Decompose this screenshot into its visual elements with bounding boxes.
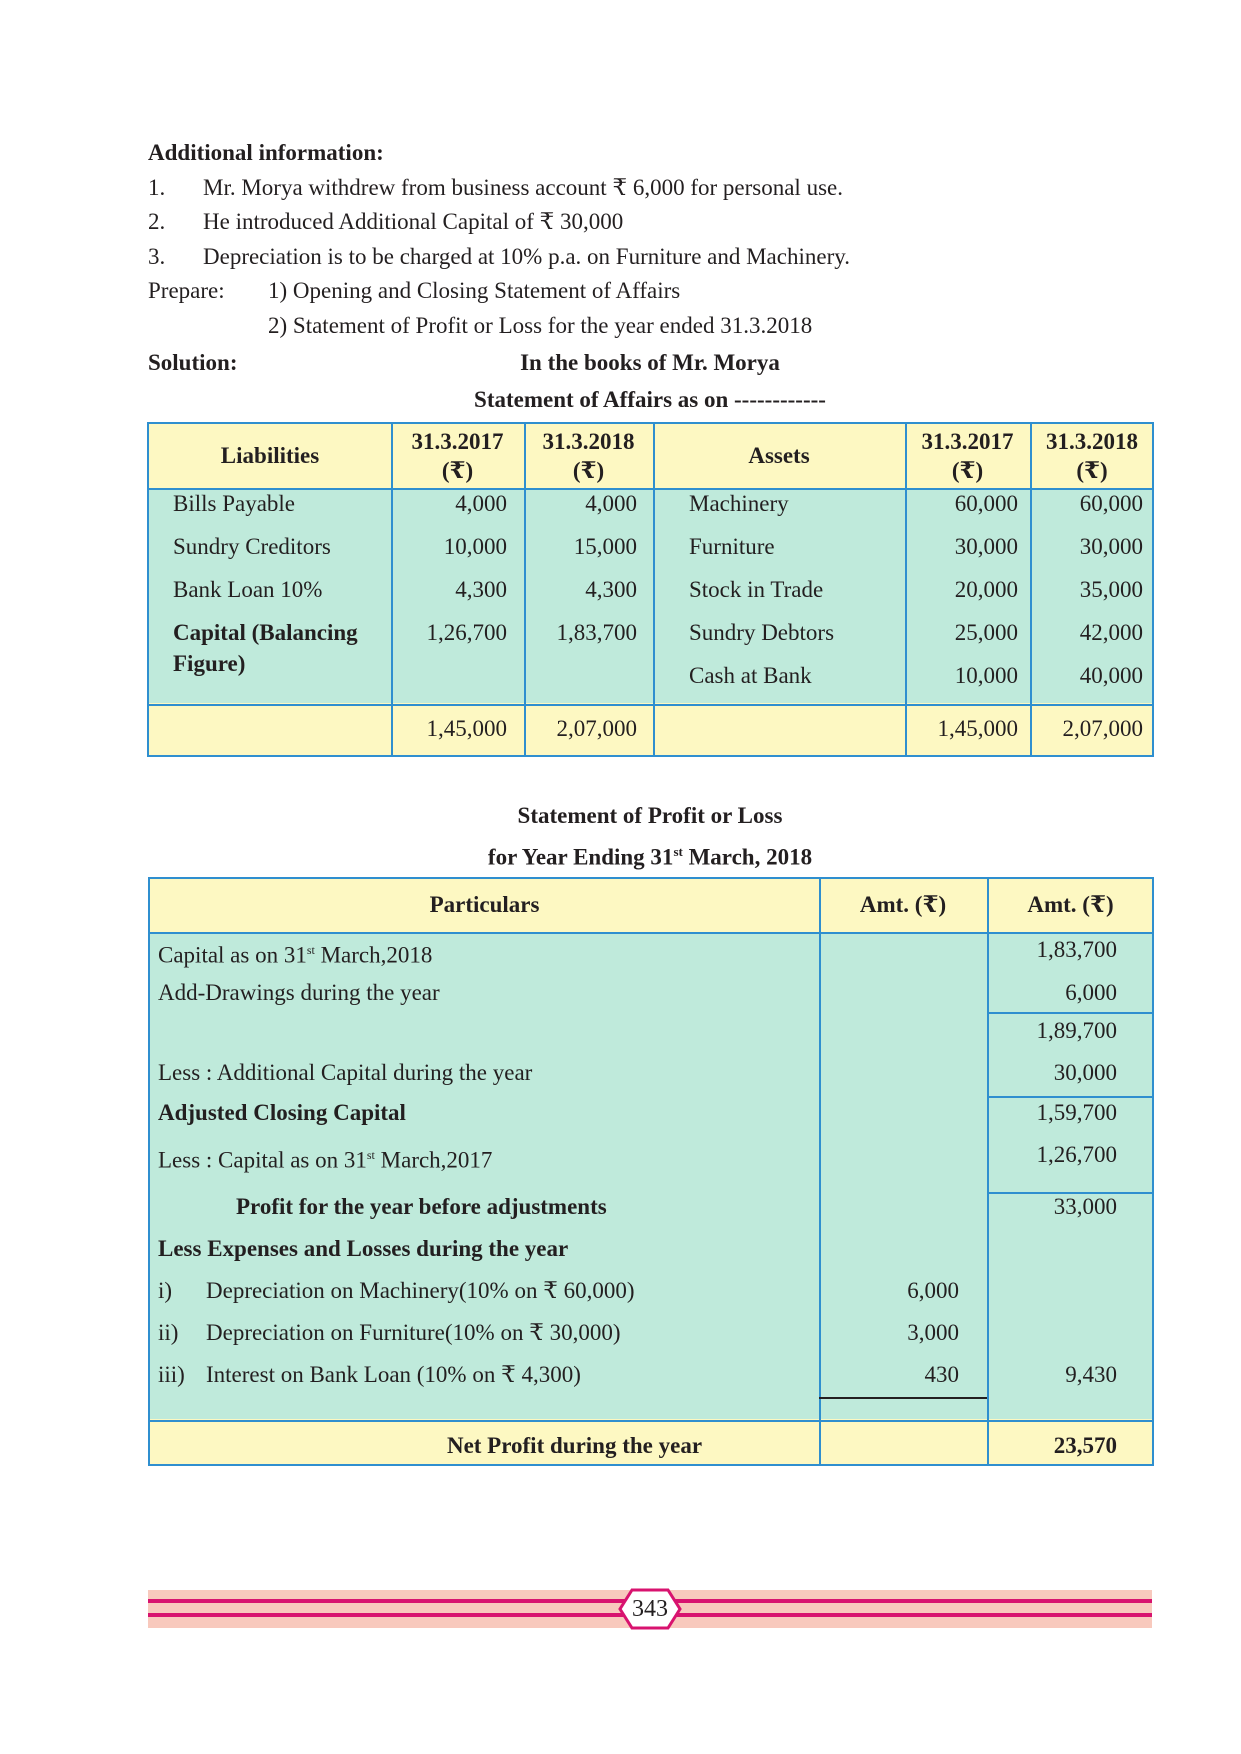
header-date: 31.3.2017	[411, 429, 504, 454]
pl-amount: 9,430	[1065, 1362, 1117, 1387]
liability-name: Sundry Creditors	[173, 534, 331, 559]
pl-row-num: i)	[158, 1278, 173, 1303]
pl-subtitle	[400, 838, 900, 872]
asset-value: 30,000	[1079, 534, 1143, 559]
liability-value: 4,000	[455, 491, 507, 516]
pl-row-label: Depreciation on Machinery(10% on ₹ 60,000)	[206, 1278, 635, 1303]
pl-amount: 1,83,700	[1036, 937, 1117, 962]
pl-amount: 30,000	[1053, 1060, 1117, 1085]
pl-row-num: ii)	[158, 1320, 179, 1345]
pl-text: Less : Capital as on 31	[158, 1147, 367, 1173]
liability-name: Figure)	[173, 651, 246, 676]
pl-text: March,2018	[314, 942, 433, 968]
pl-row-label	[158, 1141, 492, 1175]
pl-text: Capital as on 31	[158, 942, 307, 968]
pl-amount: 3,000	[907, 1320, 959, 1345]
asset-name: Machinery	[689, 491, 789, 516]
asset-value: 20,000	[954, 577, 1018, 602]
affairs-table	[147, 422, 1154, 757]
prepare-item: 1) Opening and Closing Statement of Affairs	[268, 278, 681, 303]
list-number: 1.	[148, 175, 166, 200]
asset-value: 40,000	[1079, 663, 1143, 688]
prepare-label: Prepare:	[148, 278, 225, 303]
pl-amount: 6,000	[907, 1278, 959, 1303]
pl-subtitle-sup: st	[673, 844, 683, 859]
total-value: 2,07,000	[1062, 716, 1143, 741]
asset-value: 10,000	[954, 663, 1018, 688]
pl-sup: st	[306, 943, 315, 957]
pl-amount: 1,59,700	[1036, 1100, 1117, 1125]
header-currency: (₹)	[572, 458, 605, 483]
pl-amount: 1,26,700	[1036, 1142, 1117, 1167]
page-number: 343	[632, 1596, 668, 1622]
additional-heading: Additional information:	[148, 140, 384, 165]
pl-row-label: Less : Additional Capital during the year	[158, 1060, 533, 1085]
liability-value: 15,000	[573, 534, 637, 559]
pl-net-profit-label: Net Profit during the year	[446, 1433, 703, 1458]
list-number: 2.	[148, 209, 166, 234]
asset-name: Stock in Trade	[689, 577, 824, 602]
list-item: Mr. Morya withdrew from business account ₹ 6,000 for personal use.	[203, 175, 843, 200]
list-item: He introduced Additional Capital of ₹ 30,000	[203, 209, 624, 234]
asset-value: 60,000	[1079, 491, 1143, 516]
pl-text: March,2017	[374, 1147, 493, 1173]
list-number: 3.	[148, 244, 166, 269]
header-amount: Amt. (₹)	[1027, 892, 1114, 917]
prepare-item: 2) Statement of Profit or Loss for the year ended 31.3.2018	[268, 313, 813, 338]
pl-subtitle-text: March, 2018	[682, 844, 813, 870]
pl-sup: st	[366, 1148, 375, 1162]
header-date: 31.3.2018	[542, 429, 635, 454]
header-currency: (₹)	[951, 458, 984, 483]
liability-name: Bills Payable	[173, 491, 296, 516]
asset-name: Furniture	[689, 534, 775, 559]
total-value: 1,45,000	[426, 716, 507, 741]
liability-value: 10,000	[443, 534, 507, 559]
pl-table	[148, 877, 1154, 1466]
affairs-title: Statement of Affairs as on ------------	[474, 387, 826, 412]
pl-net-profit-amount: 23,570	[1053, 1433, 1117, 1458]
total-value: 1,45,000	[937, 716, 1018, 741]
pl-row-label: Interest on Bank Loan (10% on ₹ 4,300)	[206, 1362, 581, 1387]
books-title: In the books of Mr. Morya	[520, 350, 780, 375]
pl-amount: 430	[924, 1362, 959, 1387]
liability-name: Capital (Balancing	[173, 620, 358, 645]
liability-value: 1,83,700	[556, 620, 637, 645]
pl-row-label: Less Expenses and Losses during the year	[158, 1236, 569, 1261]
pl-row-label: Adjusted Closing Capital	[158, 1100, 406, 1125]
pl-title: Statement of Profit or Loss	[517, 803, 783, 828]
pl-row-label: Profit for the year before adjustments	[236, 1194, 607, 1219]
header-date: 31.3.2018	[1046, 429, 1138, 454]
header-currency: (₹)	[441, 458, 474, 483]
asset-value: 30,000	[954, 534, 1018, 559]
header-date: 31.3.2017	[921, 429, 1014, 454]
header-amount: Amt. (₹)	[859, 892, 947, 917]
pl-amount: 1,89,700	[1036, 1018, 1117, 1043]
list-item: Depreciation is to be charged at 10% p.a. on Furniture and Machinery.	[203, 244, 850, 269]
pl-row-label	[158, 936, 432, 970]
header-assets: Assets	[748, 443, 810, 468]
total-value: 2,07,000	[556, 716, 637, 741]
solution-label: Solution:	[148, 350, 238, 375]
header-liabilities: Liabilities	[220, 443, 320, 468]
asset-value: 60,000	[954, 491, 1018, 516]
asset-value: 42,000	[1079, 620, 1143, 645]
pl-row-num: iii)	[158, 1362, 185, 1387]
asset-value: 25,000	[954, 620, 1018, 645]
liability-value: 4,300	[585, 577, 637, 602]
asset-name: Sundry Debtors	[689, 620, 835, 645]
asset-value: 35,000	[1079, 577, 1143, 602]
pl-subtitle-text: for Year Ending 31	[487, 844, 674, 870]
pl-row-label: Add-Drawings during the year	[158, 980, 440, 1005]
pl-amount: 33,000	[1053, 1194, 1117, 1219]
liability-name: Bank Loan 10%	[173, 577, 323, 602]
liability-value: 4,300	[455, 577, 507, 602]
header-currency: (₹)	[1076, 458, 1108, 483]
asset-name: Cash at Bank	[689, 663, 812, 688]
liability-value: 4,000	[585, 491, 637, 516]
header-particulars: Particulars	[429, 892, 540, 917]
pl-row-label: Depreciation on Furniture(10% on ₹ 30,000)	[206, 1320, 621, 1345]
liability-value: 1,26,700	[426, 620, 507, 645]
pl-amount: 6,000	[1065, 980, 1117, 1005]
